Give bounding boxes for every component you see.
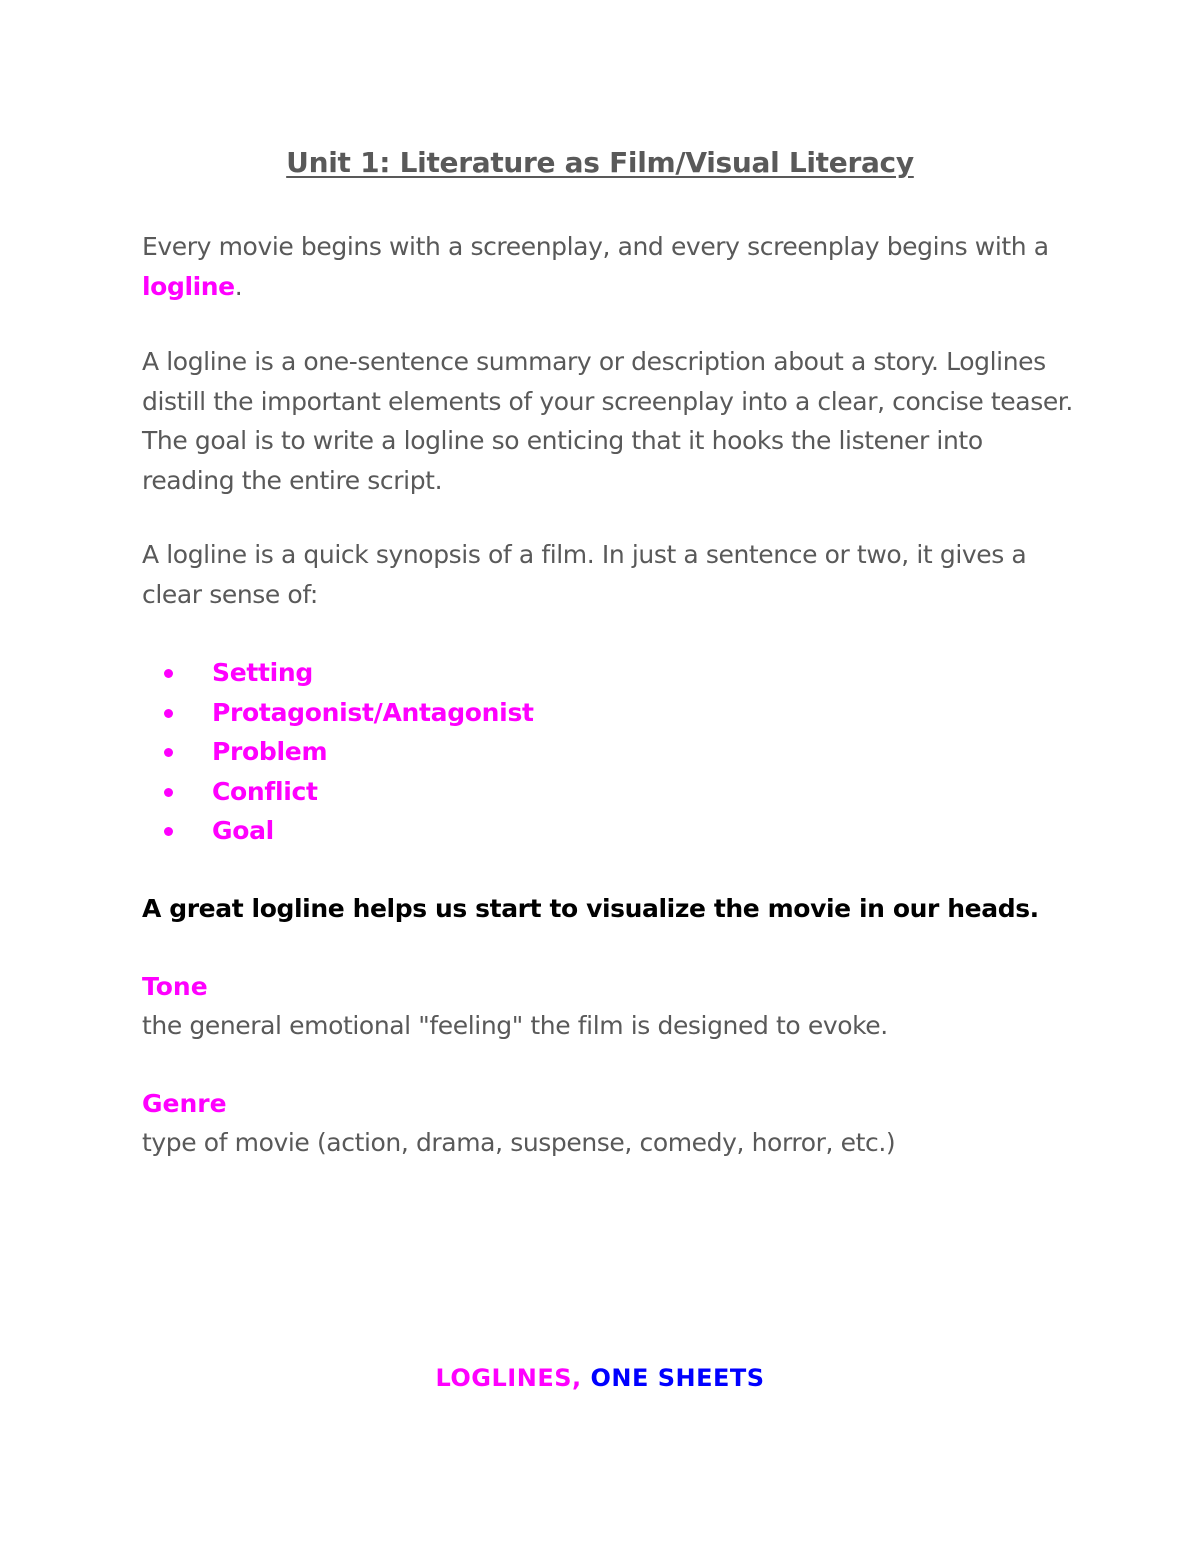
synopsis-paragraph: A logline is a quick synopsis of a film. In just a sentence or two, it gives a clear sense of:	[142, 540, 1027, 609]
bullet-icon	[164, 827, 173, 836]
emphasis-statement: A great logline helps us start to visualize the movie in our heads.	[142, 894, 1039, 923]
footer-one-sheets: ONE SHEETS	[590, 1364, 765, 1392]
bullet-icon	[164, 669, 173, 678]
term-genre: Genre	[142, 1089, 227, 1118]
footer-loglines: LOGLINES,	[435, 1364, 591, 1392]
footer-heading	[0, 1360, 1200, 1396]
bullet-icon	[164, 709, 173, 718]
list-item-label: Problem	[212, 737, 328, 766]
intro-text: Every movie begins with a screenplay, and every screenplay begins with a	[142, 232, 1049, 261]
definition-tone: the general emotional "feeling" the film is designed to evoke.	[142, 1011, 888, 1040]
list-item	[142, 772, 534, 812]
list-item-label: Setting	[212, 658, 314, 687]
logline-highlight: logline	[142, 271, 235, 301]
definition-genre: type of movie (action, drama, suspense, comedy, horror, etc.)	[142, 1128, 896, 1157]
definition-paragraph: A logline is a one-sentence summary or description about a story. Loglines distill the important elements of your screenplay into a clear, concise teaser. The goal is to write a logline so enticing that it hooks the listener into reading the entire script.	[142, 347, 1073, 495]
bullet-icon	[164, 748, 173, 757]
intro-period: .	[234, 271, 243, 301]
intro-paragraph	[142, 227, 1082, 306]
list-item-label: Protagonist/Antagonist	[212, 697, 534, 727]
list-item-label: Conflict	[212, 776, 318, 806]
elements-list	[142, 653, 534, 851]
list-item-label: Goal	[212, 816, 274, 845]
list-item	[142, 811, 534, 851]
list-item	[142, 732, 534, 772]
page-title: Unit 1: Literature as Film/Visual Literacy	[286, 146, 914, 179]
term-tone: Tone	[142, 972, 208, 1001]
list-item	[142, 693, 534, 733]
list-item	[142, 653, 534, 693]
bullet-icon	[164, 788, 173, 797]
